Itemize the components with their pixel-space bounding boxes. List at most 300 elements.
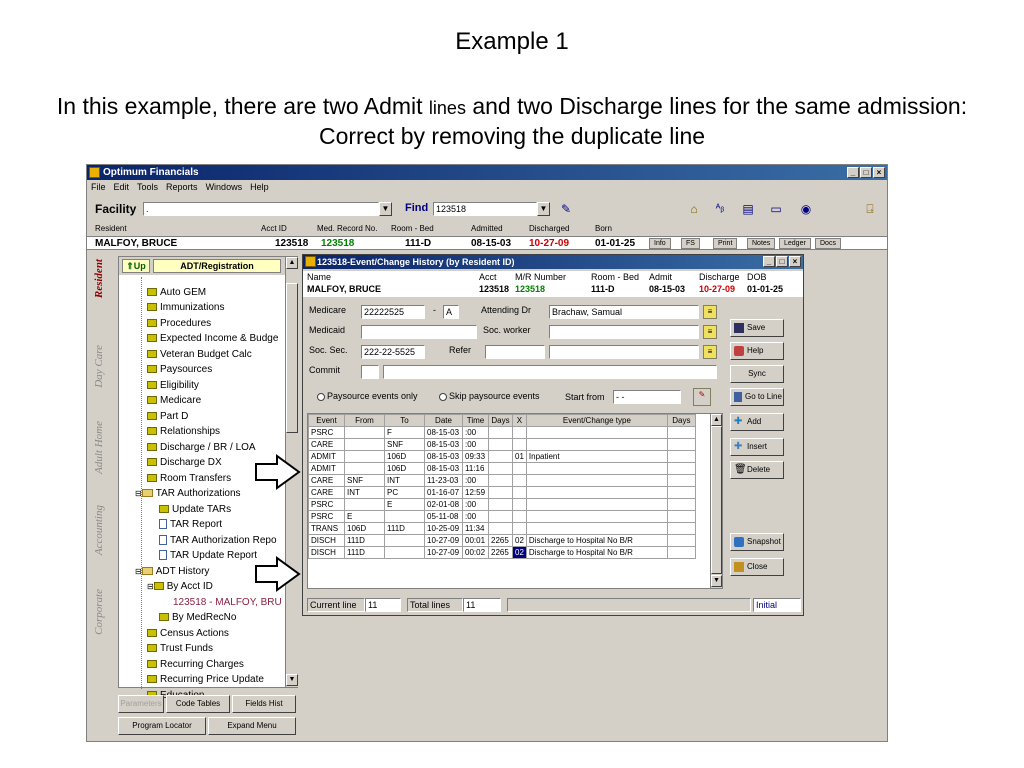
vertical-tabs [87, 253, 117, 653]
trash-icon: 🗑 [734, 463, 747, 475]
cell-event-change-type[interactable] [526, 427, 667, 439]
tree-item-label: Room Transfers [160, 473, 232, 484]
tree-item-label: Veteran Budget Calc [160, 349, 252, 360]
collapse-icon[interactable]: ⊟ [147, 582, 154, 591]
table-row[interactable] [309, 427, 696, 439]
medicare-suffix-input[interactable]: A [443, 305, 459, 319]
windows-icon[interactable]: ▭ [770, 202, 782, 216]
cell-time[interactable]: :00 [463, 427, 489, 439]
cell-from[interactable]: 111D [345, 547, 385, 559]
cell-time[interactable]: 09:33 [463, 451, 489, 463]
tab-day-care[interactable]: Day Care [93, 345, 105, 388]
cell-days2[interactable] [667, 487, 695, 499]
cell-time[interactable]: 12:59 [463, 487, 489, 499]
tree-item-discharge-dx[interactable] [147, 455, 222, 470]
close-button[interactable] [730, 558, 784, 576]
cell-event[interactable]: CARE [309, 487, 345, 499]
tree-item-label: ADT History [155, 566, 210, 577]
cell-to[interactable] [385, 535, 425, 547]
subtitle-part1: In this example, there are two Admit [56, 93, 429, 119]
cell-to[interactable]: INT [385, 475, 425, 487]
table-row[interactable] [309, 535, 696, 547]
cell-to[interactable]: PC [385, 487, 425, 499]
tree-item-auto-gem[interactable] [147, 285, 206, 300]
tree-item-veteran-budget[interactable] [147, 347, 252, 362]
commit-code-input[interactable] [361, 365, 379, 379]
cell-days[interactable]: 2265 [489, 535, 513, 547]
th-days[interactable]: Days [489, 415, 513, 427]
th-days2[interactable]: Days [667, 415, 695, 427]
tree-item-tar-authorizations[interactable] [135, 486, 241, 501]
cell-to[interactable]: E [385, 499, 425, 511]
cell-event-change-type[interactable] [526, 475, 667, 487]
tree-item-procedures[interactable] [147, 316, 211, 331]
tree-item-label: Auto GEM [160, 287, 207, 298]
grid-scrollbar[interactable] [710, 414, 722, 588]
parameters-button[interactable]: Parameters [118, 695, 164, 713]
dialog-titlebar[interactable] [303, 255, 803, 269]
soc-worker-input[interactable] [549, 325, 699, 339]
cell-days2[interactable] [667, 463, 695, 475]
cell-from[interactable]: 106D [345, 523, 385, 535]
dialog-maximize-button[interactable]: □ [776, 256, 788, 267]
grid-scroll-up-icon[interactable]: ▲ [711, 414, 722, 426]
cell-days[interactable] [489, 451, 513, 463]
cell-event-change-type[interactable] [526, 439, 667, 451]
app-titlebar[interactable] [87, 165, 887, 180]
cell-date[interactable]: 08-15-03 [425, 463, 463, 475]
tree-item-label: By Acct ID [166, 581, 213, 592]
resident-acct-id: 123518 [275, 238, 309, 249]
cell-to[interactable] [385, 547, 425, 559]
node-icon [154, 582, 164, 590]
cell-days[interactable] [489, 475, 513, 487]
cell-event-change-type[interactable] [526, 463, 667, 475]
find-input[interactable]: 123518 [433, 202, 537, 216]
table-row[interactable] [309, 475, 696, 487]
medicaid-label: Medicaid [309, 325, 346, 335]
program-locator-button[interactable]: Program Locator [118, 717, 206, 735]
cell-x[interactable] [513, 439, 527, 451]
medicaid-input[interactable] [361, 325, 477, 339]
help-button[interactable] [730, 342, 784, 360]
expand-menu-button[interactable]: Expand Menu [208, 717, 296, 735]
save-icon [734, 323, 744, 333]
cell-event[interactable]: DISCH [309, 547, 345, 559]
minimize-button[interactable]: _ [847, 167, 859, 178]
dialog-close-x-button[interactable]: × [789, 256, 801, 267]
attending-lookup-icon[interactable]: ≡ [703, 305, 717, 319]
medicare-dash: - [433, 305, 436, 315]
tree-item-census-actions[interactable] [147, 626, 229, 641]
collapse-icon[interactable]: ⊟ [135, 489, 142, 498]
tree-item-label: Medicare [160, 395, 202, 406]
event-history-dialog [302, 254, 804, 616]
cell-to[interactable] [385, 511, 425, 523]
tree-item-recurring-price[interactable] [147, 672, 264, 687]
tree-item-expected-income[interactable] [147, 331, 278, 346]
node-icon [147, 474, 157, 482]
node-icon [147, 381, 157, 389]
cell-x[interactable]: 02 [513, 535, 527, 547]
maximize-button[interactable]: □ [860, 167, 872, 178]
commit-label: Commit [309, 365, 340, 375]
cell-days2[interactable] [667, 451, 695, 463]
cell-days[interactable] [489, 511, 513, 523]
filter-skip-paysource[interactable] [439, 391, 540, 401]
cell-time[interactable]: 11:16 [463, 463, 489, 475]
insert-button[interactable] [730, 438, 784, 456]
cell-x[interactable] [513, 463, 527, 475]
cell-days2[interactable] [667, 523, 695, 535]
snapshot-button[interactable] [730, 533, 784, 551]
slide-title: Example 1 [455, 28, 569, 55]
cell-days[interactable]: 2265 [489, 547, 513, 559]
event-history-grid [307, 413, 723, 589]
cell-from[interactable]: E [345, 511, 385, 523]
cell-event[interactable]: DISCH [309, 535, 345, 547]
tree-item-label: TAR Authorization Repo [170, 535, 277, 546]
tree-item-tar-report[interactable] [159, 517, 222, 532]
tree-item-label: Procedures [160, 318, 212, 329]
current-line-label: Current line [307, 598, 365, 612]
cell-to[interactable]: F [385, 427, 425, 439]
main-toolbar [87, 199, 887, 219]
cell-x[interactable] [513, 523, 527, 535]
tree-item-label: TAR Authorizations [155, 488, 241, 499]
tree-item-part-d[interactable] [147, 409, 188, 424]
soc-sec-input[interactable]: 222-22-5525 [361, 345, 425, 359]
resident-room-bed: 111-D [405, 238, 432, 249]
cell-date[interactable]: 10-25-09 [425, 523, 463, 535]
cell-days2[interactable] [667, 535, 695, 547]
tree-item-tar-update-report[interactable] [159, 548, 257, 563]
cell-days2[interactable] [667, 547, 695, 559]
cell-event-change-type[interactable] [526, 487, 667, 499]
tree-item-relationships[interactable] [147, 424, 220, 439]
node-icon [147, 629, 157, 637]
grid-scroll-thumb[interactable] [711, 426, 722, 574]
tree-item-label: Trust Funds [160, 643, 213, 654]
collapse-icon[interactable]: ⊟ [135, 567, 142, 576]
cell-date[interactable]: 02-01-08 [425, 499, 463, 511]
cell-days2[interactable] [667, 511, 695, 523]
cell-date[interactable]: 10-27-09 [425, 547, 463, 559]
info-discharge-value: 10-27-09 [699, 284, 736, 294]
tree-item-room-transfers[interactable] [147, 471, 231, 486]
code-tables-button[interactable]: Code Tables [166, 695, 230, 713]
cell-event-change-type[interactable]: Discharge to Hospital No B/R [526, 535, 667, 547]
cell-from[interactable] [345, 499, 385, 511]
current-line-value: 11 [365, 598, 401, 612]
menu-help[interactable]: Help [250, 182, 269, 192]
cell-time[interactable]: 00:02 [463, 547, 489, 559]
tree-item-by-acct-id[interactable] [147, 579, 213, 594]
facility-dropdown-icon[interactable]: ▼ [379, 202, 392, 216]
dialog-status-bar [307, 597, 801, 613]
info-button[interactable]: Info [649, 238, 671, 249]
tree-item-update-tars[interactable] [159, 502, 231, 517]
tree-item-adt-history[interactable] [135, 564, 209, 579]
cell-event-change-type[interactable]: Inpatient [526, 451, 667, 463]
cell-days2[interactable] [667, 475, 695, 487]
scroll-thumb[interactable] [286, 283, 298, 433]
print-button[interactable]: Print [713, 238, 737, 249]
scroll-down-icon[interactable]: ▼ [286, 674, 298, 686]
cell-to[interactable]: 106D [385, 463, 425, 475]
refer-name-input[interactable] [549, 345, 699, 359]
menu-tools[interactable]: Tools [137, 182, 159, 192]
medicare-input[interactable]: 22222525 [361, 305, 425, 319]
radio-icon[interactable] [317, 393, 325, 401]
find-dropdown-icon[interactable]: ▼ [537, 202, 550, 216]
info-discharge-label: Discharge [699, 272, 740, 282]
cell-event[interactable]: PSRC [309, 499, 345, 511]
tab-corporate[interactable]: Corporate [93, 589, 105, 635]
menu-reports[interactable]: Reports [166, 182, 198, 192]
save-button[interactable] [730, 319, 784, 337]
refer-input[interactable] [485, 345, 545, 359]
info-name-value: MALFOY, BRUCE [307, 284, 381, 294]
cell-date[interactable]: 08-15-03 [425, 451, 463, 463]
cell-to[interactable]: 106D [385, 451, 425, 463]
cell-from[interactable] [345, 451, 385, 463]
th-date[interactable]: Date [425, 415, 463, 427]
tree-item-by-medrecno[interactable] [159, 610, 236, 625]
total-lines-value: 11 [463, 598, 501, 612]
cell-time[interactable]: :00 [463, 439, 489, 451]
menu-bar [87, 180, 887, 195]
cell-from[interactable] [345, 463, 385, 475]
th-time[interactable]: Time [463, 415, 489, 427]
sort-icon[interactable]: ᴬᵦ [715, 203, 725, 214]
table-row[interactable] [309, 463, 696, 475]
help-book-icon [734, 346, 744, 356]
dialog-minimize-button[interactable]: _ [763, 256, 775, 267]
delete-button[interactable] [730, 461, 784, 479]
cell-date[interactable]: 11-23-03 [425, 475, 463, 487]
fs-button[interactable]: FS [681, 238, 700, 249]
close-label: Close [747, 562, 768, 571]
cell-from[interactable]: SNF [345, 475, 385, 487]
status-mode: Initial [753, 598, 801, 612]
cell-x[interactable] [513, 511, 527, 523]
cell-x[interactable]: 02 [513, 547, 527, 559]
th-x[interactable]: X [513, 415, 527, 427]
cell-days[interactable] [489, 523, 513, 535]
cell-event-change-type[interactable] [526, 499, 667, 511]
cell-days[interactable] [489, 439, 513, 451]
attending-input[interactable]: Brachaw, Samual [549, 305, 699, 319]
menu-edit[interactable]: Edit [113, 182, 130, 192]
cell-from[interactable]: INT [345, 487, 385, 499]
col-born: Born [595, 224, 612, 233]
dialog-icon [305, 256, 316, 267]
cell-days2[interactable] [667, 427, 695, 439]
cell-event[interactable]: PSRC [309, 511, 345, 523]
facility-select[interactable]: . [143, 202, 379, 216]
tree-item-medicare[interactable] [147, 393, 201, 408]
cell-days2[interactable] [667, 499, 695, 511]
cell-event[interactable]: CARE [309, 439, 345, 451]
scroll-up-icon[interactable]: ▲ [286, 257, 298, 269]
commit-input[interactable] [383, 365, 717, 379]
cell-event[interactable]: ADMIT [309, 451, 345, 463]
help-label: Help [747, 346, 764, 355]
cell-date[interactable]: 10-27-09 [425, 535, 463, 547]
soc-worker-lookup-icon[interactable]: ≡ [703, 325, 717, 339]
cell-time[interactable]: :00 [463, 511, 489, 523]
tree-item-eligibility[interactable] [147, 378, 199, 393]
home-icon[interactable]: ⌂ [690, 202, 698, 216]
cell-time[interactable]: :00 [463, 499, 489, 511]
up-button[interactable]: ⇑Up [122, 259, 150, 273]
th-event-change-type[interactable]: Event/Change type [526, 415, 667, 427]
cell-date[interactable]: 08-15-03 [425, 439, 463, 451]
cell-time[interactable]: 11:34 [463, 523, 489, 535]
cell-to[interactable]: SNF [385, 439, 425, 451]
tree-header [119, 257, 299, 275]
cell-x[interactable]: 01 [513, 451, 527, 463]
table-row[interactable] [309, 547, 696, 559]
cell-to[interactable]: 111D [385, 523, 425, 535]
cell-from[interactable] [345, 439, 385, 451]
notes-button[interactable]: Notes [747, 238, 775, 249]
node-icon [147, 443, 157, 451]
cell-event-change-type[interactable] [526, 511, 667, 523]
tab-resident[interactable]: Resident [93, 259, 105, 299]
go-to-line-button[interactable] [730, 388, 784, 406]
tree-item-resident-entry[interactable] [173, 595, 282, 610]
add-label: Add [747, 417, 762, 426]
go-to-line-label: Go to Line [745, 392, 782, 401]
tree-item-discharge-br-loa[interactable] [147, 440, 256, 455]
table-row[interactable] [309, 511, 696, 523]
resident-column-headers [87, 223, 887, 235]
cell-event[interactable]: TRANS [309, 523, 345, 535]
cell-event[interactable]: PSRC [309, 427, 345, 439]
resident-discharged: 10-27-09 [529, 238, 570, 249]
table-row[interactable] [309, 451, 696, 463]
cell-x[interactable] [513, 487, 527, 499]
info-acct-value: 123518 [479, 284, 510, 294]
cell-from[interactable] [345, 427, 385, 439]
tab-accounting[interactable]: Accounting [93, 505, 105, 556]
folder-icon [142, 567, 153, 575]
go-to-line-icon [734, 392, 742, 402]
facility-label: Facility [95, 202, 137, 216]
dialog-title: 123518-Event/Change History (by Resident ID) [317, 257, 515, 267]
tree-item-immunizations[interactable] [147, 300, 224, 315]
cell-from[interactable]: 111D [345, 535, 385, 547]
table-row[interactable] [309, 439, 696, 451]
add-button[interactable] [730, 413, 784, 431]
resident-name: MALFOY, BRUCE [95, 238, 178, 249]
docs-button[interactable]: Docs [815, 238, 841, 249]
th-from[interactable]: From [345, 415, 385, 427]
cell-event[interactable]: ADMIT [309, 463, 345, 475]
table-row[interactable] [309, 523, 696, 535]
info-room-label: Room - Bed [591, 272, 640, 282]
adt-registration-button[interactable]: ADT/Registration [153, 259, 281, 273]
ledger-button[interactable]: Ledger [779, 238, 811, 249]
tab-adult-home[interactable]: Adult Home [93, 421, 105, 474]
sync-button[interactable]: Sync [730, 365, 784, 383]
table-row[interactable] [309, 487, 696, 499]
tree-item-label: TAR Update Report [170, 550, 258, 561]
node-icon [159, 505, 169, 513]
start-from-input[interactable]: - - [613, 390, 681, 404]
cell-x[interactable] [513, 475, 527, 487]
insert-label: Insert [747, 442, 768, 451]
tree-item-recurring-charges[interactable] [147, 657, 244, 672]
th-to[interactable]: To [385, 415, 425, 427]
app-title: Optimum Financials [103, 167, 199, 178]
node-icon [159, 613, 169, 621]
refer-lookup-icon[interactable]: ≡ [703, 345, 717, 359]
radio-icon[interactable] [439, 393, 447, 401]
grid-scroll-down-icon[interactable]: ▼ [711, 575, 722, 587]
cell-time[interactable]: 00:01 [463, 535, 489, 547]
cell-days[interactable] [489, 463, 513, 475]
cell-days2[interactable] [667, 439, 695, 451]
start-from-label: Start from [565, 392, 605, 402]
cell-date[interactable]: 08-15-03 [425, 427, 463, 439]
cell-time[interactable]: :00 [463, 475, 489, 487]
cell-date[interactable]: 05-11-08 [425, 511, 463, 523]
tree-guide-line [141, 277, 142, 689]
tree-item-label: Paysources [160, 364, 213, 375]
filter-apply-icon[interactable]: ✎ [693, 388, 711, 406]
cell-days[interactable] [489, 487, 513, 499]
cell-date[interactable]: 01-16-07 [425, 487, 463, 499]
arrow-admit-duplicate [255, 455, 301, 489]
tree-item-paysources[interactable] [147, 362, 212, 377]
menu-file[interactable]: File [91, 182, 106, 192]
cell-days[interactable] [489, 427, 513, 439]
cell-x[interactable] [513, 499, 527, 511]
cell-event-change-type[interactable]: Discharge to Hospital No B/R [526, 547, 667, 559]
search-tool-icon[interactable]: ✎ [560, 202, 572, 216]
cell-event-change-type[interactable] [526, 523, 667, 535]
close-window-button[interactable]: × [873, 167, 885, 178]
resident-row[interactable] [87, 236, 887, 250]
node-icon [147, 396, 157, 404]
help-icon[interactable]: ◉ [800, 202, 812, 216]
node-icon [147, 458, 157, 466]
menu-windows[interactable]: Windows [205, 182, 243, 192]
cell-x[interactable] [513, 427, 527, 439]
tree-item-label: Relationships [160, 426, 221, 437]
table-row[interactable] [309, 499, 696, 511]
tree-item-label: Expected Income & Budge [160, 333, 279, 344]
status-message [507, 598, 751, 612]
folder-icon [142, 489, 153, 497]
tree-item-tar-authorization-report[interactable] [159, 533, 277, 548]
up-label: Up [133, 261, 146, 271]
calculator-icon[interactable]: ▤ [742, 202, 754, 216]
exit-icon[interactable]: ⍈ [866, 202, 874, 216]
cell-days[interactable] [489, 499, 513, 511]
filter-paysource-only[interactable] [317, 391, 418, 401]
tree-item-trust-funds[interactable] [147, 641, 213, 656]
info-room-value: 111-D [591, 284, 615, 294]
th-event[interactable]: Event [309, 415, 345, 427]
col-discharged: Discharged [529, 224, 570, 233]
col-room-bed: Room - Bed [391, 224, 434, 233]
fields-hist-button[interactable]: Fields Hist [232, 695, 296, 713]
cell-event[interactable]: CARE [309, 475, 345, 487]
